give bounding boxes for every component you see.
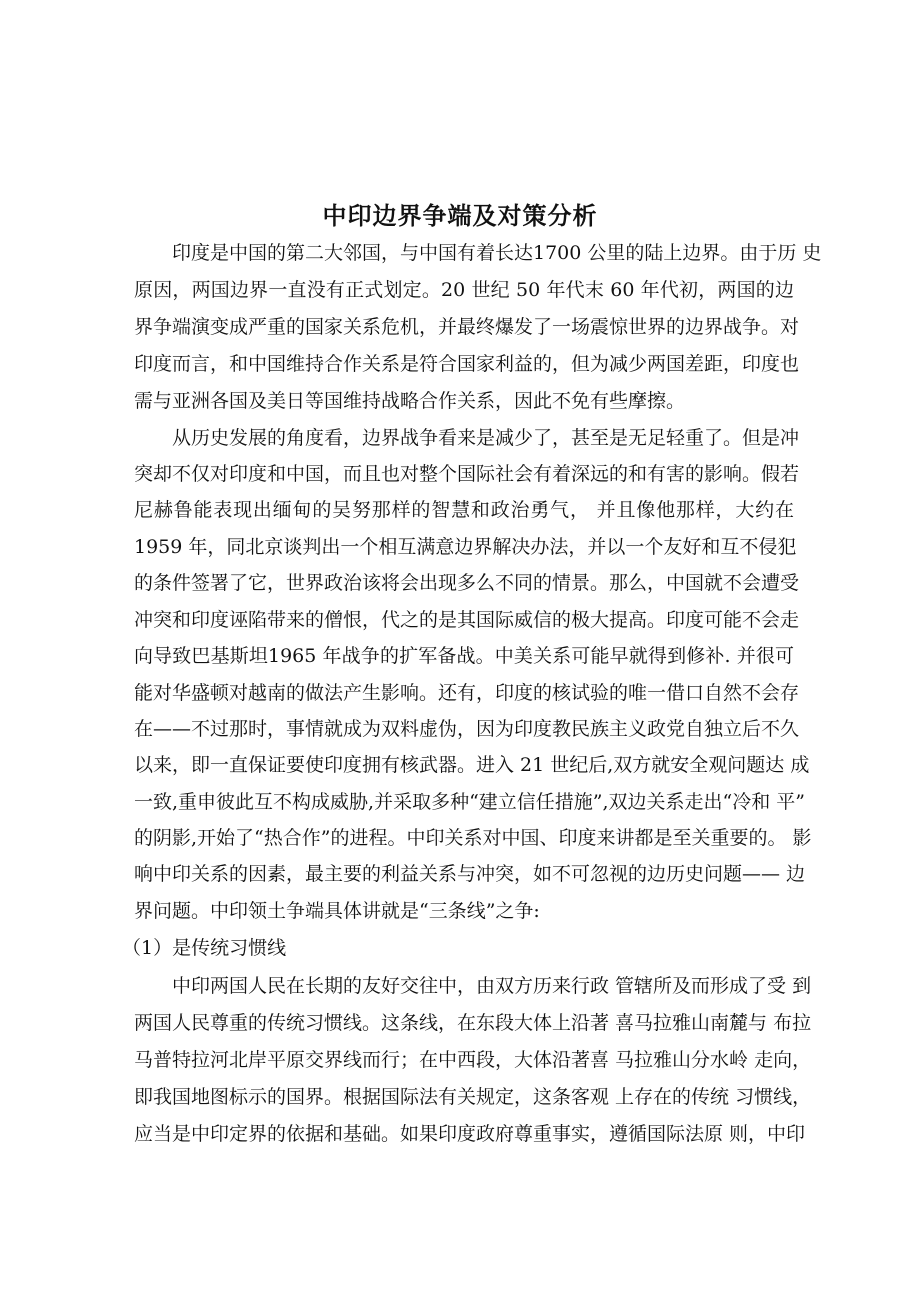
paragraph2-line: 向导致巴基斯坦1965 年战争的扩军备战。中美关系可能早就得到修补. 并很可 bbox=[134, 645, 794, 667]
paragraph2-line: 突却不仅对印度和中国，而且也对整个国际社会有着深远的和有害的影响。假若 bbox=[134, 463, 800, 485]
paragraph3-line: 即我国地图标示的国界。根据国际法有关规定，这条客观 上存在的传统 习惯线， bbox=[134, 1086, 812, 1108]
paragraph3-line: 中印两国人民在长期的友好交往中，由双方历来行政 管辖所及而形成了受 到 bbox=[172, 975, 812, 997]
paragraph2-line: 尼赫鲁能表现出缅甸的吴努那样的智慧和政治勇气， 并且像他那样，大约在 bbox=[134, 499, 794, 521]
paragraph2-line: 以来，即一直保证要使印度拥有核武器。进入 21 世纪后,双方就安全观问题达 成 bbox=[134, 754, 810, 776]
paragraph2-line: 界问题。中印领土争端具体讲就是“三条线”之争: bbox=[134, 900, 540, 922]
paragraph1-line: 原因，两国边界一直没有正式划定。20 世纪 50 年代末 60 年代初，两国的边 bbox=[134, 279, 794, 301]
paragraph2-line: 能对华盛顿对越南的做法产生影响。还有，印度的核试验的唯一借口自然不会存 bbox=[134, 682, 800, 704]
paragraph3-line: 两国人民尊重的传统习惯线。这条线，在东段大体上沿著 喜马拉雅山南麓与 布拉 bbox=[134, 1012, 812, 1034]
paragraph2-line: 一致,重申彼此互不构成威胁,并采取多种“建立信任措施”,双边关系走出“冷和 平” bbox=[134, 791, 806, 813]
section-heading: （1）是传统习惯线 bbox=[122, 937, 287, 959]
paragraph3-line: 马普特拉河北岸平原交界线而行；在中西段，大体沿著喜 马拉雅山分水岭 走向， bbox=[134, 1049, 812, 1071]
paragraph2-line: 1959 年，同北京谈判出一个相互满意边界解决办法，并以一个友好和互不侵犯 bbox=[134, 536, 797, 558]
paragraph2-line: 在——不过那时，事情就成为双料虚伪，因为印度教民族主义政党自独立后不久 bbox=[134, 718, 800, 740]
paragraph2-line: 的条件签署了它，世界政治该将会出现多么不同的情景。那么，中国就不会遭受 bbox=[134, 572, 800, 594]
paragraph2-line: 从历史发展的角度看，边界战争看来是减少了，甚至是无足轻重了。但是冲 bbox=[172, 427, 800, 449]
paragraph3-line: 应当是中印定界的依据和基础。如果印度政府尊重事实，遵循国际法原 则，中印 bbox=[134, 1123, 806, 1145]
paragraph2-line: 的阴影,开始了“热合作”的进程。中印关系对中国、印度来讲都是至关重要的。 影 bbox=[134, 827, 812, 849]
paragraph1-line: 界争端演变成严重的国家关系危机，并最终爆发了一场震惊世界的边界战争。对 bbox=[134, 316, 800, 338]
paragraph2-line: 响中印关系的因素，最主要的利益关系与冲突，如不可忽视的边历史问题—— 边 bbox=[134, 863, 806, 885]
paragraph1-line: 印度而言，和中国维持合作关系是符合国家利益的，但为减少两国差距，印度也 bbox=[134, 353, 800, 375]
paragraph1-line: 印度是中国的第二大邻国，与中国有着长达1700 公里的陆上边界。由于历 史 bbox=[172, 242, 822, 264]
paragraph1-line: 需与亚洲各国及美日等国维持战略合作关系，因此不免有些摩擦。 bbox=[134, 390, 686, 412]
paragraph2-line: 冲突和印度诬陷带来的僧恨，代之的是其国际威信的极大提高。印度可能不会走 bbox=[134, 609, 800, 631]
page-title: 中印边界争端及对策分析 bbox=[322, 202, 598, 230]
